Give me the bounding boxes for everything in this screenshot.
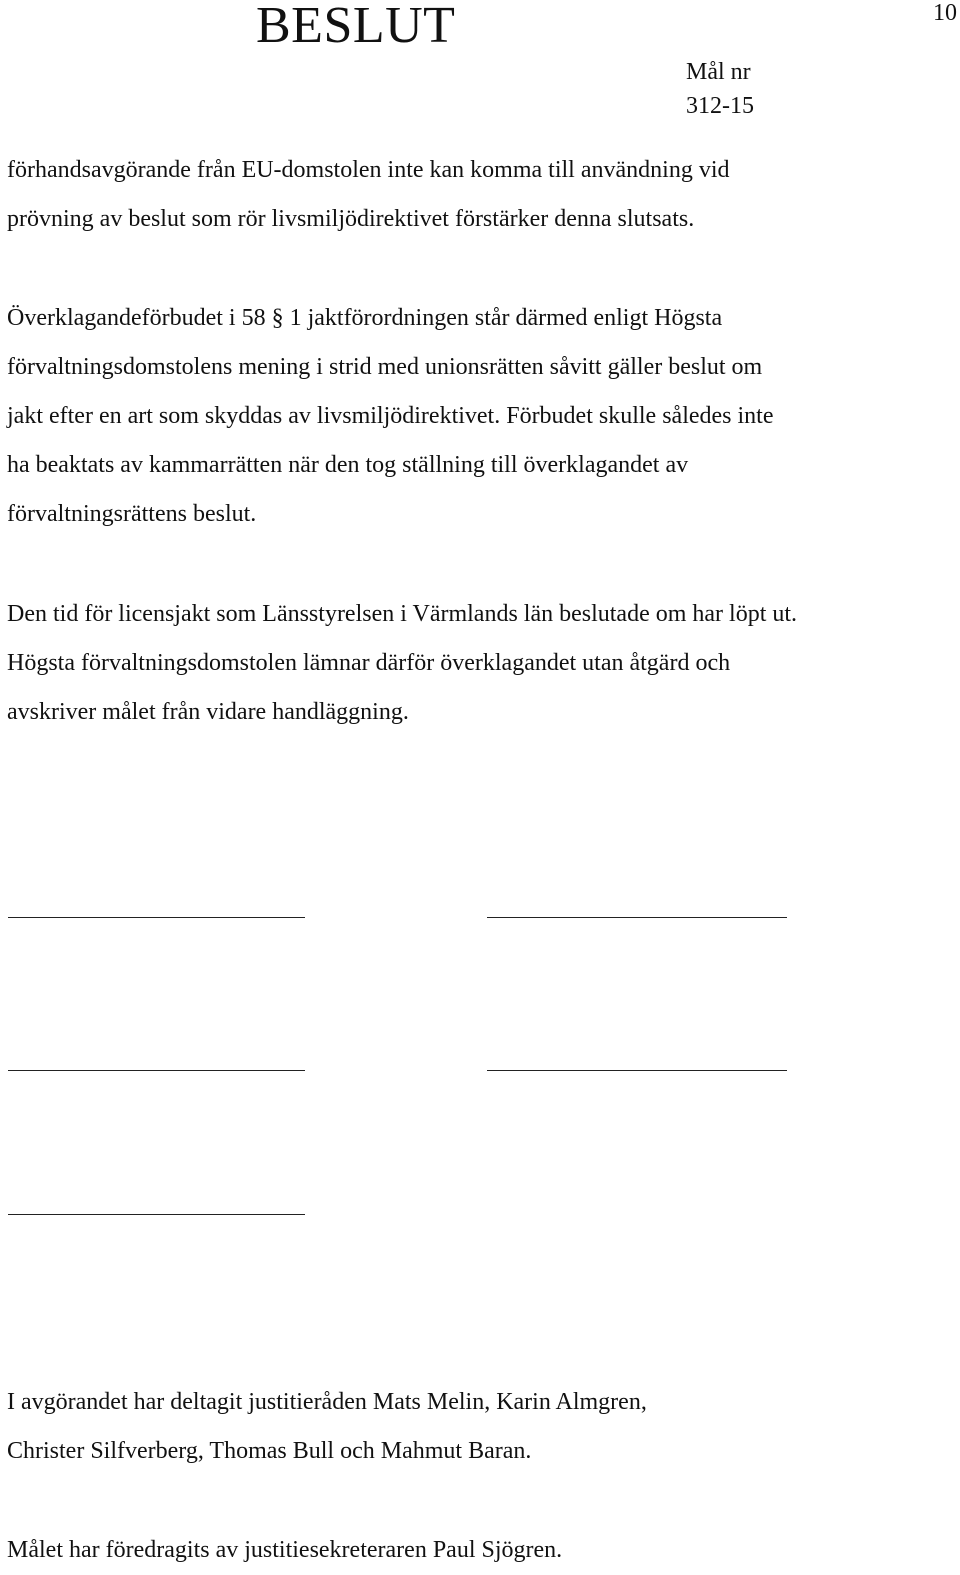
case-number: 312-15 <box>686 93 754 119</box>
text-line: Christer Silfverberg, Thomas Bull och Mahmut Baran. <box>7 1438 532 1464</box>
text-line: Överklagandeförbudet i 58 § 1 jaktförordningen står därmed enligt Högsta <box>7 305 723 331</box>
document-title: BESLUT <box>256 0 456 54</box>
text-line: avskriver målet från vidare handläggning. <box>7 699 409 725</box>
paragraph-1 <box>7 146 957 244</box>
signature-line <box>487 1070 787 1071</box>
paragraph-3 <box>7 590 957 737</box>
text-line: Den tid för licensjakt som Länsstyrelsen i Värmlands län beslutade om har löpt ut. <box>7 601 798 627</box>
text-line: jakt efter en art som skyddas av livsmiljödirektivet. Förbudet skulle således inte <box>7 403 774 429</box>
page-number: 10 <box>933 0 957 26</box>
text-line: I avgörandet har deltagit justitieråden Mats Melin, Karin Almgren, <box>7 1389 647 1415</box>
paragraph-2 <box>7 294 957 539</box>
text-line: Högsta förvaltningsdomstolen lämnar därför överklagandet utan åtgärd och <box>7 650 731 676</box>
text-line: förvaltningsrättens beslut. <box>7 501 257 527</box>
text-line: Målet har föredragits av justitiesekreteraren Paul Sjögren. <box>7 1537 563 1563</box>
signature-line <box>487 917 787 918</box>
participants-paragraph <box>7 1378 957 1476</box>
signature-line <box>8 1214 305 1215</box>
signature-line <box>8 1070 305 1071</box>
text-line: förhandsavgörande från EU-domstolen inte kan komma till användning vid <box>7 157 730 183</box>
text-line: förvaltningsdomstolens mening i strid med unionsrätten såvitt gäller beslut om <box>7 354 763 380</box>
text-line: prövning av beslut som rör livsmiljödirektivet förstärker denna slutsats. <box>7 206 695 232</box>
case-number-label: Mål nr <box>686 59 751 85</box>
text-line: ha beaktats av kammarrätten när den tog ställning till överklagandet av <box>7 452 689 478</box>
signature-line <box>8 917 305 918</box>
